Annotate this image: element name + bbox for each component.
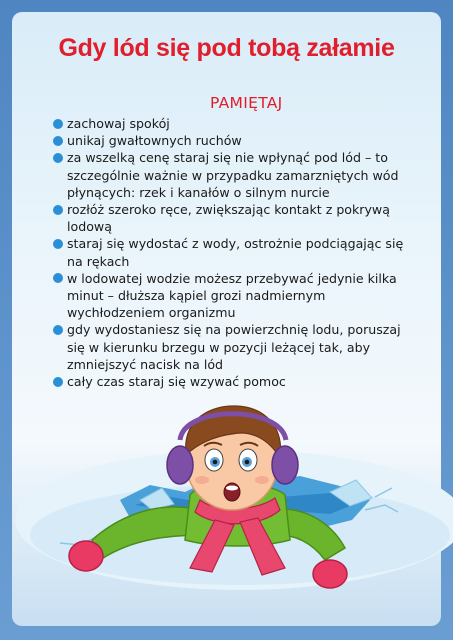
bullet-icon xyxy=(53,119,63,129)
bullet-icon xyxy=(53,239,63,249)
advice-text: rozłóż szeroko ręce, zwiększając kontakt z pokrywą lodową xyxy=(67,202,390,235)
left-mitten xyxy=(69,541,103,571)
advice-text: gdy wydostaniesz się na powierzchnię lodu, poruszaj się w kierunku brzegu w pozycji leżącej tak, aby zmniejszyć nacisk na lód xyxy=(67,322,401,372)
bullet-icon xyxy=(53,153,63,163)
advice-item xyxy=(52,270,422,322)
advice-item xyxy=(52,373,422,390)
advice-list xyxy=(52,115,422,390)
advice-item xyxy=(52,321,422,373)
bullet-icon xyxy=(53,325,63,335)
advice-text: unikaj gwałtownych ruchów xyxy=(67,133,242,149)
advice-item xyxy=(52,235,422,269)
advice-item xyxy=(52,132,422,149)
earmuff-left xyxy=(167,446,193,484)
bullet-icon xyxy=(53,273,63,283)
advice-text: zachowaj spokój xyxy=(67,116,170,131)
remember-heading: PAMIĘTAJ xyxy=(210,94,283,112)
advice-item xyxy=(52,201,422,235)
bullet-icon xyxy=(53,377,63,387)
advice-item xyxy=(52,149,422,201)
advice-text: za wszelką cenę staraj się nie wpłynąć pod lód – to szczególnie ważnie w przypadku zamarzniętych wód płynących: rzek i kanałów o silnym nurcie xyxy=(67,150,399,200)
right-mitten xyxy=(313,560,347,588)
poster-title: Gdy lód się pod tobą załamie xyxy=(58,34,395,62)
earmuff-right xyxy=(272,446,298,484)
advice-text: staraj się wydostać z wody, ostrożnie podciągając się na rękach xyxy=(67,236,404,269)
bullet-icon xyxy=(53,205,63,215)
bullet-icon xyxy=(53,136,63,146)
advice-text: w lodowatej wodzie możesz przebywać jedynie kilka minut – dłuższa kąpiel grozi nadmiernym wychłodzeniem organizmu xyxy=(67,270,397,321)
advice-item xyxy=(52,115,422,132)
advice-text: cały czas staraj się wzywać pomoc xyxy=(67,374,286,390)
